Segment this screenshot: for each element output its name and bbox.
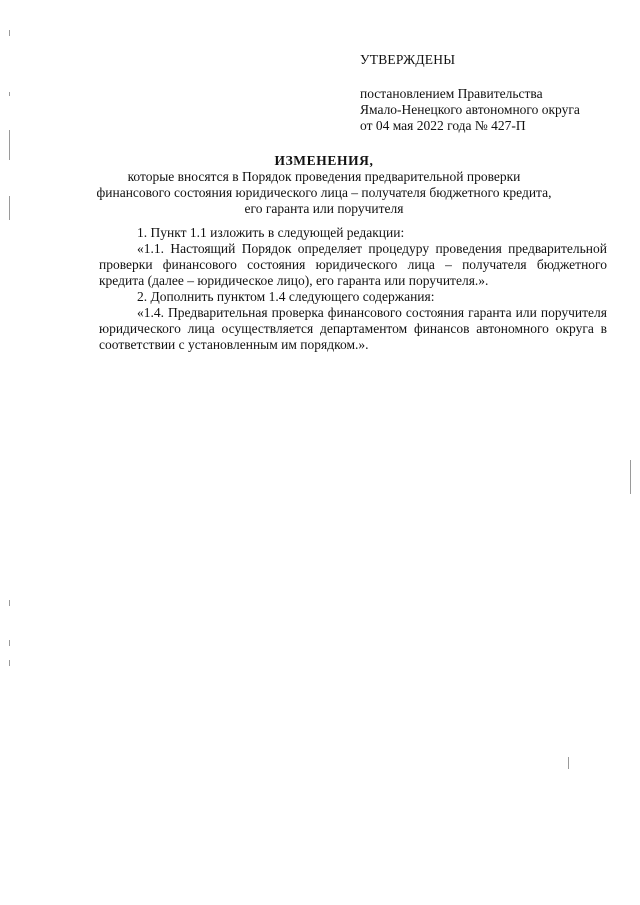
scan-edge-mark xyxy=(9,130,10,160)
scan-edge-mark xyxy=(9,640,10,646)
body-paragraph: «1.4. Предварительная проверка финансового состояния гаранта или поручителя юридического лица осуществляется департаментом финансов автономного округа в соответствии с установленным им порядком.». xyxy=(99,305,607,352)
heading-subline: его гаранта или поручителя xyxy=(244,201,404,216)
approval-block xyxy=(360,52,620,134)
scan-edge-mark xyxy=(9,660,10,666)
scan-edge-mark xyxy=(9,92,10,96)
approval-line: постановлением Правительства xyxy=(360,86,543,101)
document-body xyxy=(99,225,607,353)
approval-line: Ямало-Ненецкого автономного округа xyxy=(360,102,580,117)
scan-edge-mark xyxy=(9,30,10,36)
heading-subline: финансового состояния юридического лица – получателя бюджетного кредита, xyxy=(96,185,552,200)
scan-edge-mark xyxy=(9,196,10,220)
document-title: ИЗМЕНЕНИЯ, xyxy=(274,153,374,168)
body-paragraph: 1. Пункт 1.1 изложить в следующей редакции: xyxy=(137,225,405,240)
document-heading xyxy=(70,153,578,217)
scan-edge-mark xyxy=(568,757,569,769)
approval-line: от 04 мая 2022 года № 427-П xyxy=(360,118,526,133)
scan-edge-mark xyxy=(630,460,631,494)
heading-subline: которые вносятся в Порядок проведения предварительной проверки xyxy=(127,169,521,184)
body-paragraph: 2. Дополнить пунктом 1.4 следующего содержания: xyxy=(137,289,435,304)
scan-edge-mark xyxy=(9,600,10,606)
approved-label: УТВЕРЖДЕНЫ xyxy=(360,52,456,67)
body-paragraph: «1.1. Настоящий Порядок определяет процедуру проведения предварительной проверки финансового состояния юридического лица – получателя бюджетного кредита (далее – юридическое лицо), его гаранта или поручителя.». xyxy=(99,241,607,288)
